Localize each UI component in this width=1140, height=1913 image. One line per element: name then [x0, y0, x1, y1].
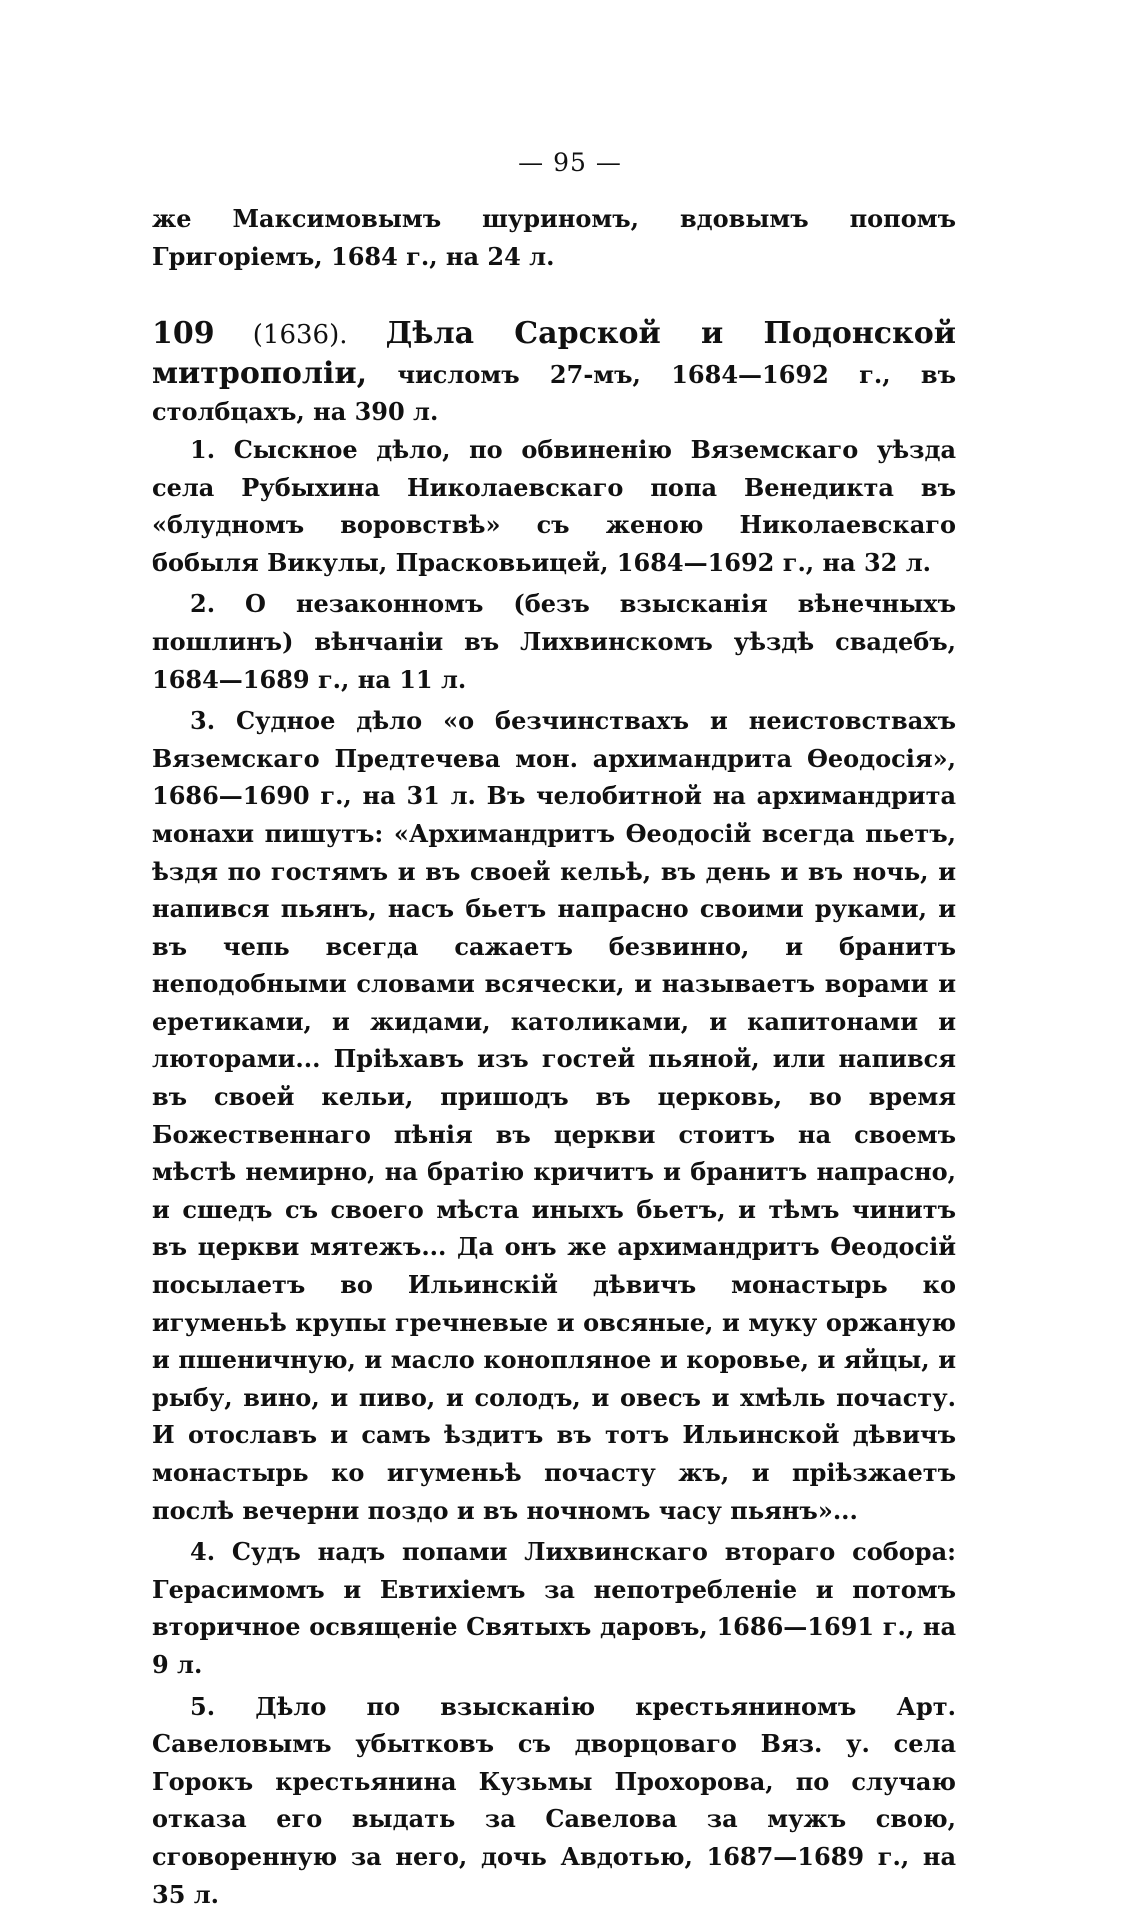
list-item: 5. Дѣло по взысканію крестьяниномъ Арт. Савеловымъ убытковъ съ дворцоваго Вяз. у. села Горокъ крестьянина Кузьмы Прохорова, по случаю отказа его выдать за Савелова за мужъ свою, сговоренную за него, дочь Авдотью, 1687—1689 г., на 35 л.: [152, 1691, 956, 1909]
section-number: 109: [152, 316, 215, 352]
list-item: 4. Судъ надъ попами Лихвинскаго втораго собора: Герасимомъ и Евтихіемъ за непотребленіе и потомъ вторичное освященіе Святыхъ даровъ, 1686—1691 г., на 9 л.: [152, 1537, 956, 1679]
section-109: [152, 315, 956, 1913]
list-item: 3. Судное дѣло «о безчинствахъ и неистовствахъ Вяземскаго Предтечева мон. архимандрита Ѳеодосія», 1686—1690 г., на 31 л. Въ челобитной на архимандрита монахи пишутъ: «Архимандритъ Ѳеодосій всегда пьетъ, ѣздя по гостямъ и въ своей кельѣ, въ день и въ ночь, и напився пьянъ, насъ бьетъ напрасно своими руками, и въ чепь всегда сажаетъ безвинно, и бранитъ неподобными словами всячески, и называетъ ворами и еретиками, и жидами, католиками, и капитонами и люторами... Пріѣхавъ изъ гостей пьяной, или напився въ своей кельи, пришодъ въ церковь, во время Божественнаго пѣнія въ церкви стоитъ на своемъ мѣстѣ немирно, на братію кричитъ и бранитъ напрасно, и сшедъ съ своего мѣста иныхъ бьетъ, и тѣмъ чинитъ въ церкви мятежъ... Да онъ же архимандритъ Ѳеодосій посылаетъ во Ильинскій дѣвичъ монастырь ко игуменьѣ крупы гречневые и овсяные, и муку оржаную и пшеничную, и масло конопляное и коровье, и яйцы, и рыбу, вино, и пиво, и солодъ, и овесъ и хмѣль почасту. И отославъ и самъ ѣздитъ въ тотъ Ильинской дѣвичъ монастырь ко игуменьѣ почасту жъ, и пріѣзжаетъ послѣ вечерни поздо и въ ночномъ часу пьянъ»...: [152, 706, 956, 1525]
list-item: 2. О незаконномъ (безъ взысканія вѣнечныхъ пошлинъ) вѣнчаніи въ Лихвинскомъ уѣздѣ свадебъ, 1684—1689 г., на 11 л.: [152, 589, 956, 694]
section-subtitle: числомъ 27-мъ, 1684—1692 г., въ столбцахъ, на 390 л.: [152, 359, 956, 427]
section-old-number: (1636).: [252, 320, 348, 351]
section-heading: [152, 315, 956, 431]
continuation-paragraph: же Максимовымъ шуриномъ, вдовымъ попомъ Григоріемъ, 1684 г., на 24 л.: [152, 204, 956, 271]
section-title: Дѣла Сарской и Подонской митрополіи,: [152, 316, 956, 391]
list-item: 1. Сыскное дѣло, по обвиненію Вяземскаго уѣзда села Рубыхина Николаевскаго попа Венедикта въ «блудномъ воровствѣ» съ женою Николаевскаго бобыля Викулы, Прасковьицей, 1684—1692 г., на 32 л.: [152, 434, 956, 577]
page-number: — 95 —: [518, 148, 622, 177]
body-text: [152, 200, 956, 1913]
